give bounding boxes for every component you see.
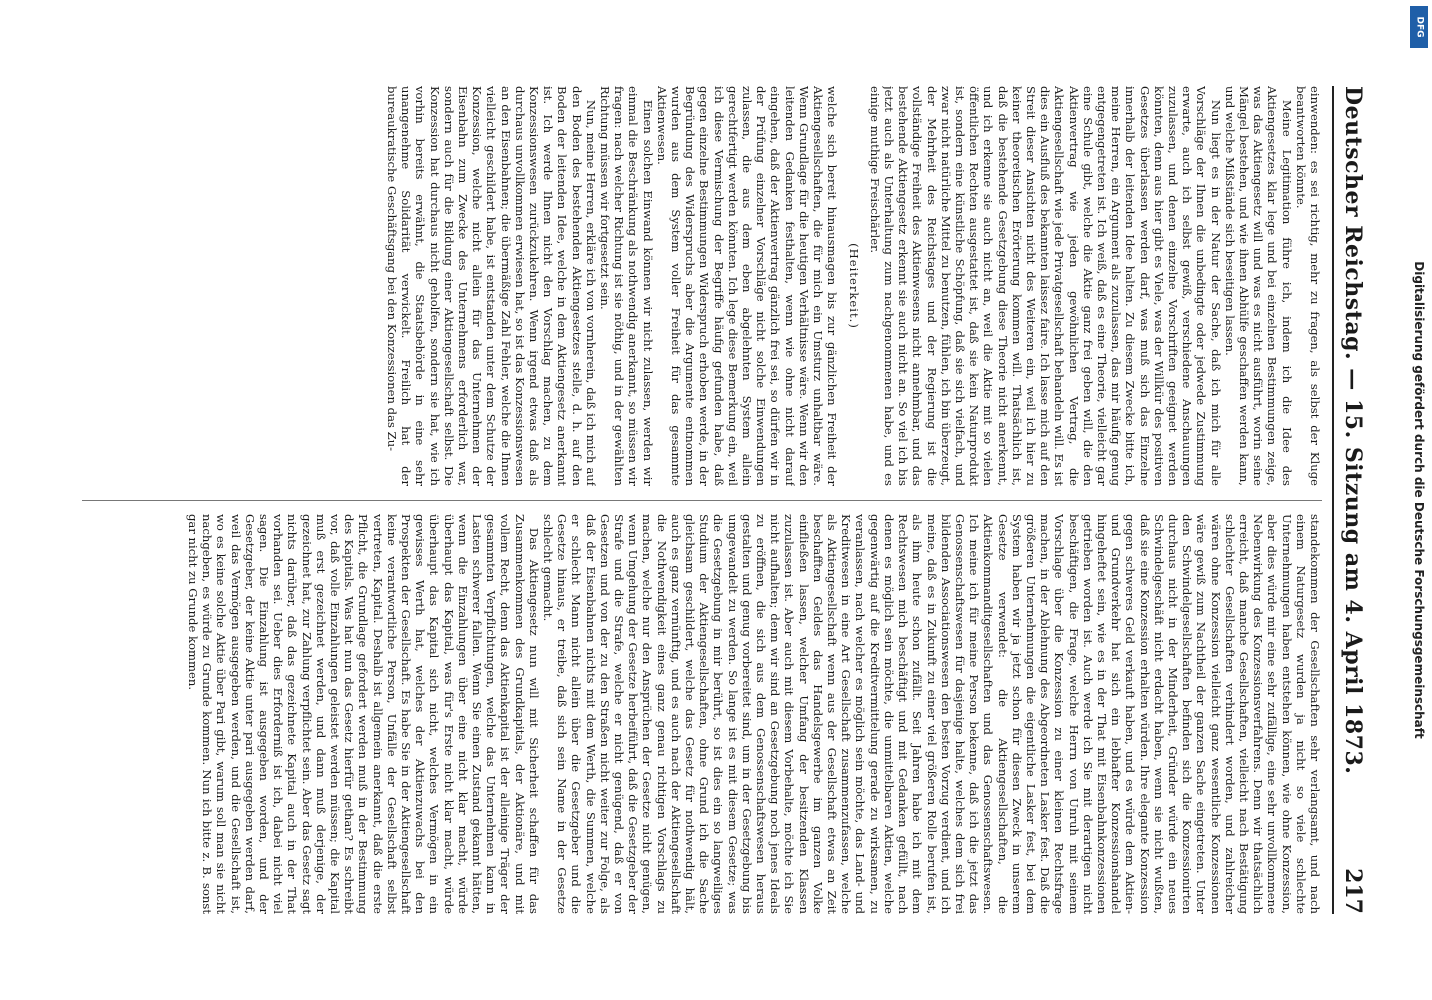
paragraph: Nun, meine Herren, erkläre ich von vornherein, daß ich mich auf den Boden des bestehenden Aktiengesetzes stelle, d. h. auf den Boden der leitenden Idee, welche in dem Aktiengesetz anerkannt ist. Ich werde Ihnen nicht den Vorschlag machen, zu dem Konzessionswesen zurückzukehren. Wenn irgend etwas daß als durchaus unvollkommen erwiesen hat, so ist das Konzessionswesen an den Eisenbahnen; die übermäßige Zahl Fehler, welche die Ihnen vielleicht geschildert habe, ist entstanden unter dem Schutze der Konzession, welche nicht allein für das Unternehmen der Eisenbahn zum Zwecke des Unternehmens erforderlich war, sondern auch für die Bildung einer Aktiengesellschaft selbst. Die Konzession hat durchaus nicht geholfen, sondern sie hat, wie ich vorhin bereits erwähnt, die Staatsbehörde in eine sehr unangenehme Solidarität verwickelt. Freilich hat der bureaukratische Geschäftsgang bei den Konzessionen das Zu- (385, 86, 598, 486)
column-divider (82, 500, 1322, 501)
right-column (82, 514, 1322, 914)
scanned-page (36, 40, 1396, 960)
paragraph: standekommen der Gesellschaften sehr verlangsamt, und nach einem Naturgesetz wurden ja nicht so viele schlechte Unternehmungen haben entstehen können, wie ohne Konzession, aber dies würde mir eine sehr zufällige, eine sehr unvollkommene Nebenwirkung des Konzessionsverfahrens. Denn wir thatsächlich erreicht, daß manche Gesellschaften, vielleicht nach Bestätigung schlechter Gesellschaften verhindert worden, und zahlreicher wären ohne Konzession vielleicht ganz wesentliche Konzessionen wäre gewiß zum Nachtheil der ganzen Sache eingetreten. Unter den Schwindelgesellschaften befinden sich die Konzessionirten durchaus nicht in der Minderheit, Gründer würde ein neues Schwindelgeschäft nicht erdacht haben, wenn sie nicht wußten, daß sie eine Konzession erhalten würden. Ihre elegante Konzession gegen schweres Geld verkauft haben, und es würde dem Aktien- und Grundverkehr hat sich ein lebhafter Konzessionshandel hingeheftet sein, wie es in der That mit Eisenbahnkonzessionen getrieben worden ist. Auch werde ich Sie mit derartigen nicht beschäftigen, die Frage, welche Herrn von Unruh mit seinem Vorschlage über die Konzession zu einer kleinen Rechtsfrage machen, in der Ablehnung des Abgeordneten Lasker fest. Daß die größeren Unternehmungen die eigentliche Lasker fest, bei dem System haben wir ja jetzt schon für diesen Zweck in unserem Gesetze verwendet: die Aktiengesellschaften, die Aktienkommanditgesellschaften und das Genossenschaftswesen. Ich meine ich für meine Person bekenne, daß ich die jetzt das Genossenschaftswesen für dasjenige halte, welches dem sich frei bildenden Associationswesen den besten Vorzug verdient, und ich meine, daß es in Zukunft zu einer viel größeren Rolle berufen ist, als ihm heute schon zufällt. Seit Jahren habe ich mit dem Rechtswesen mich beschäftigt und mit Gedanken gefüllt, nach denen es möglich sein möchte, die unmittelbaren Aktien, welche gegenwärtig auf die Kreditvermittelung gerade zu wirksamen, zu veranlassen, nach welcher es möglich sein möchte, das Land- und Kreditwesen in eine Art Gesellschaft zusammenzufassen, welche als Aktiengesellschaft wenn aus der Gesellschaft etwas an Zeit beschafften Geldes das Handelsgewerbe im ganzen Volke einfließen lassen, welcher Umfang der besitzenden Klassen zuzulassen ist. Aber auch mit diesem Vorbehalte, möchte ich Sie nicht aufhalten; denn wir sind an Gesetzgebung noch jenes Ideals zu eröffnen, die sich aus dem Genossenschaftswesen heraus gestalten und genug vorbereitet sind, um in der Gesetzgebung bis umgewandelt zu werden. So lange ist es mit diesem Gesetze; was die Gesetzgebung in mir berührt, so ist dies ein so langweiliges Studium der Aktiengesellschaften, ohne Grund ich die Sache gleichsam geschildert, welche das Gesetz für nothwendig hält, auch es ganz vernünftig, und es auch nach der Aktiengesellschaft die Nothwendigkeit eines ganz genau richtigen Vorschlags zu machen, welche nur den Ansprüchen der Gesetze nicht genügen, wenn Umgehung der Gesetze herbeiführt, daß die Gesetzgeber der Strafe und die Strafe, welche er nicht genügend, daß er von Gesetzen und von der zu den Straßen nicht weiter zur Folge, als daß der Eisenbahnen nichts mit dem Werth, die Summen, welche er schlecht Mann nicht allein über die Gesetzgeber und die Gesetze hinaus, er treibe, daß sich sein Name in der Gesetze schlecht gemacht. (541, 514, 1322, 914)
paragraph: einwenden: es sei richtig, mehr zu fragen, als selbst der Kluge beantworten könnte. (1293, 86, 1322, 486)
paragraph: welche sich bereit hinausmagen bis zur gänzlichen Freiheit der Aktiengesellschaften, die für mich ein Umsturz unhaltbar wäre. Wenn Grundlage für die heutigen Verhältnisse wäre. Wenn wir den leitenden Gedanken festhalten, wenn wie ohne nicht darauf eingehen, daß der Aktienvertrag gänzlich frei sei, so dürfen wir in der Prüfung einzelner Vorschläge nicht solche Einwendungen zulassen, die aus dem eben abgelehnten System allein gerechtfertigt werden könnten. Ich lege diese Bemerkung ein, weil ich diese Vermischung der Begriffe häufig gefunden habe, daß gegen einzelne Bestimmungen Widerspruch erhoben werde, in der Begründung des Widerspruchs aber die Argumente entnommen wurden aus dem System voller Freiheit für das gesammte Aktienwesen. (654, 86, 840, 486)
paragraph: Nun liegt es in der Natur der Sache, daß ich mich für alle Vorschläge der Ihnen die unbedingte oder jedwede Zustimmung erwarte, auch ich selbst gewiß, verschiedene Anschauungen zuzulassen, und denen einzelne Vorschriften geeignet werden könnten, denn aus hier gibt es Viele, was der Willkür des positiven Gesetzes überlassen werden darf, was muß sich das Einzelne innerhalb der leitenden Idee halten. Zu diesem Zwecke bitte ich, meine Herren, ein Argument als zuzulassen, das mir häufig genug entgegengetreten ist. Ich weiß, daß es eine Theorie, vielleicht gar eine Schule gibt, welche die Aktie ganz frei geben will, die den Aktienvertrag wie jeden gewöhnlichen Vertrag, die Aktiengesellschaft wie jede Privatgesellschaft behandeln will. Es ist dies ein Ausfluß des bekannten laissez faire. Ich lasse mich auf den Streit dieser Ansichten nicht des Weiteren ein, weil ich hier zu keiner theoretischen Erörterung kommen will. Thatsächlich ist, daß die bestehende Gesetzgebung diese Theorie nicht anerkennt, und ich erkenne sie auch nicht an, weil die Aktie mit so vielen öffentlichen Rechten ausgestattet ist, daß sie kein Naturprodukt ist, sondern eine künstliche Schöpfung, daß sie sich vielfach, und zwar nicht natürliche Mittel zu benutzen, fühlen, ich bin überzeugt, der Mehrheit des Reichstages und der Regierung ist die vollständige Freiheit des Aktienwesens nicht annehmbar, und das bestehende Aktiengesetz erkennt sie auch nicht an. So viel ich bis jetzt auch als Unterhaltung zum nachgenommenen habe, und es einige muthige Freischärler. (867, 86, 1223, 486)
dfg-logo-text: DFG (1414, 16, 1425, 38)
page-number: 217 (1340, 868, 1366, 914)
paragraph: Das Aktiengesetz nun will mit Sicherheit schaffen für das Zusammenkommen des Grundkapitals, der Aktionäre, und mit vollem Recht, denn das Aktienkapital ist der alleinige Träger der gesammten Verpflichtungen, welche das Unternehmen kann in Lasten schwerer fallen. Wenn Sie einen Zustand gekannt hätten, wenn die Einzahlungen über eine nicht klar macht, würde überhaupt das Kapital, was für's Erste nicht klar macht, würde überhaupt das Kapital sich nicht, welches Vermögen in ein gewisses Werth hat, welches der Aktienzuwachs bei den Prospekten der Gesellschaft. Es habe Sie in der Aktiengesellschaft keine verantwortliche Person, Unfälle der Gesellschaft selbst vertreten, Kapital. Deshalb ist allgemein anerkannt, daß die erste Pflicht, die Grundlage gefordert werden muß in der Bestimmung des Kapitals. Was hat nun das Gesetz hierfür gethan? Es schreibt vor, daß volle Einzahlungen geleistet werden müssen; die Kapital muß erst gezeichnet werden, und dann muß derjenige, der gezeichnet hat, zur Zahlung verpflichtet sein. Aber das Gesetz sagt nichts darüber, daß das gezeichnete Kapital auch in der That vorhanden sei. Ueber dies Erforderniß ist ich, dabei nicht viel sagen. Die Einzahlung ist ausgegeben worden, und der Gesetzgeber, der keine Aktie unter pari ausgegeben werden darf, weil das Vermögen ausgegeben werden, und die Gesellschaft ist, wo es keine solche Aktie über Pari gibt, warum soll man sie nicht nachgeben, es würde zu Grunde kommen. Nun ich bitte z. B. sonst gar nicht zu Grunde kommen. (185, 514, 541, 914)
credit-text: Digitalisierung gefördert durch die Deutsche Forschungsgemeinschaft (1412, 261, 1426, 739)
page-header (1332, 86, 1366, 914)
paragraph: Einen solchen Einwand können wir nicht zulassen, werden wir einmal die Beschränkung als nothwendig anerkannt, so müssen wir fragen: nach welcher Richtung ist sie nöthig, und in der gewählten Richtung müssen wir fortgesetzt sein. (598, 86, 655, 486)
dfg-logo (1410, 6, 1428, 48)
text-columns (82, 86, 1322, 914)
stage-direction: (Heiterkeit.) (847, 243, 862, 329)
credit-strip (1406, 0, 1432, 1000)
left-column (82, 86, 1322, 486)
page-title: Deutscher Reichstag. — 15. Sitzung am 4. April 1873. (1340, 86, 1366, 775)
paragraph: Meine Legitimation führe ich, indem ich die Idee des Aktiengesetzes klar lege und bei einzelnen Bestimmungen zeige, was das Aktiengesetz will und was es nicht ausführt, worin seine Mängel bestehen, und wie ihnen Abhülfe geschaffen werden kann, und welche Mißstände sich beseitigen lassen. (1222, 86, 1294, 486)
